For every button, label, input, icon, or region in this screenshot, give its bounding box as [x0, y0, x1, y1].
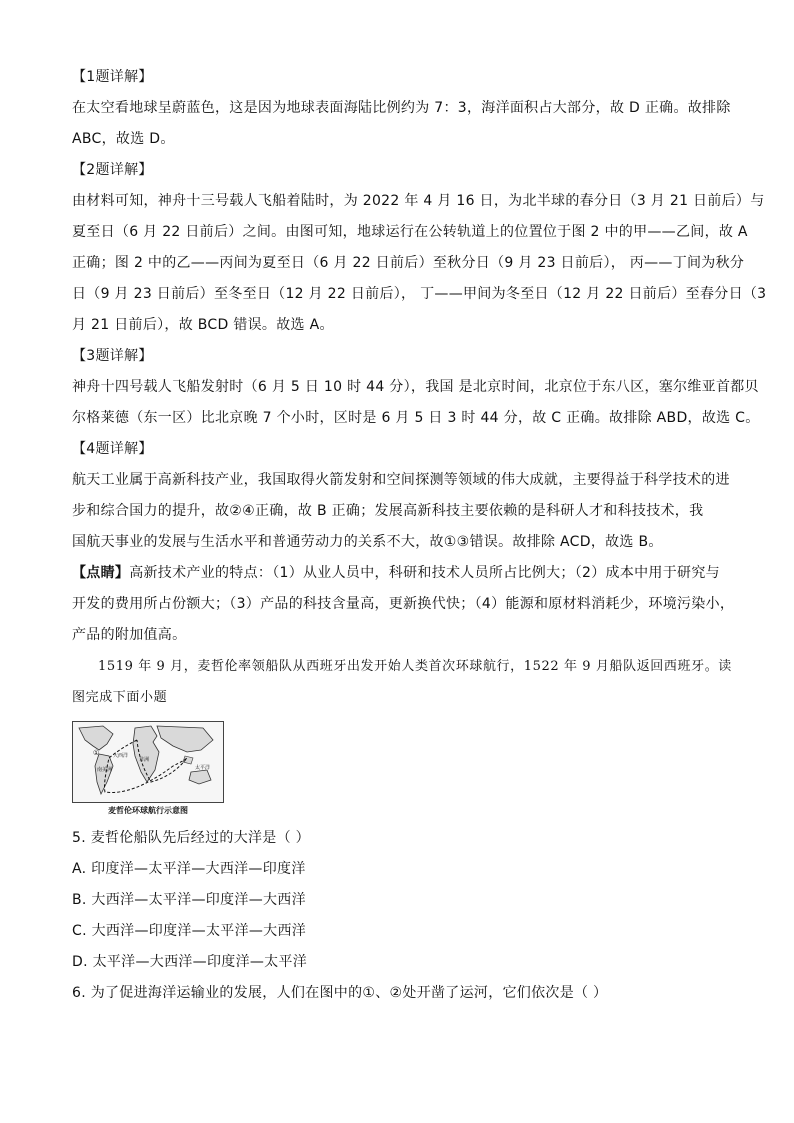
- paragraph-line: 产品的附加值高。: [72, 627, 187, 643]
- map-label-south-america: 南美洲: [97, 767, 113, 773]
- intro-line: 图完成下面小题: [72, 690, 168, 705]
- question-6-stem: 6. 为了促进海洋运输业的发展，人们在图中的①、②处开凿了运河，它们依次是（ ）: [72, 985, 608, 1001]
- paragraph-line: 尔格莱德（东一区）比北京晚 7 个小时，区时是 6 月 5 日 3 时 44 分，故 C 正确。故排除 ABD，故选 C。: [72, 410, 760, 426]
- section-heading-4: 【4题详解】: [72, 441, 153, 457]
- section-heading-3: 【3题详解】: [72, 348, 153, 364]
- paragraph-line: 由材料可知，神舟十三号载人飞船着陆时，为 2022 年 4 月 16 日，为北半球的春分日（3 月 21 日前后）与: [72, 193, 765, 209]
- question-5-option-b: B. 大西洋—太平洋—印度洋—大西洋: [72, 892, 306, 908]
- map-label-atlantic: 大西洋: [113, 753, 129, 759]
- question-5-option-c: C. 大西洋—印度洋—太平洋—大西洋: [72, 923, 307, 939]
- paragraph-line: 日（9 月 23 日前后）至冬至日（12 月 22 日前后）， 丁——甲间为冬至日（12 月 22 日前后）至春分日（3: [72, 286, 767, 302]
- paragraph-line: 夏至日（6 月 22 日前后）之间。由图可知，地球运行在公转轨道上的位置位于图 2 中的甲——乙间，故 A: [72, 224, 748, 240]
- map-caption: 麦哲伦环球航行示意图: [108, 806, 188, 815]
- dianjing-line: [72, 558, 722, 589]
- map-label-pacific: 太平洋: [195, 765, 211, 771]
- paragraph-line: 正确；图 2 中的乙——丙间为夏至日（6 月 22 日前后）至秋分日（9 月 23 日前后）， 丙——丁间为秋分: [72, 255, 745, 271]
- question-5-stem: 5. 麦哲伦船队先后经过的大洋是（ ）: [72, 830, 310, 846]
- paragraph-line: 开发的费用所占份额大；（3）产品的科技含量高，更新换代快；（4）能源和原材料消耗少，环境污染小，: [72, 596, 735, 612]
- section-heading-1: 【1题详解】: [72, 69, 153, 85]
- paragraph-line: 国航天事业的发展与生活水平和普通劳动力的关系不大，故①③错误。故排除 ACD，故选 B。: [72, 534, 663, 550]
- paragraph-line: 航天工业属于高新科技产业，我国取得火箭发射和空间探测等领域的伟大成就，主要得益于科学技术的进: [72, 472, 730, 488]
- paragraph-line: ABC，故选 D。: [72, 131, 175, 147]
- paragraph-line: 在太空看地球呈蔚蓝色，这是因为地球表面海陆比例约为 7：3，海洋面积占大部分，故 D 正确。故排除: [72, 100, 731, 116]
- map-label-africa: 非洲: [139, 757, 150, 763]
- dianjing-text: 高新技术产业的特点：（1）从业人员中，科研和技术人员所占比例大；（2）成本中用于研究与: [129, 565, 720, 581]
- paragraph-line: 神舟十四号载人飞船发射时（6 月 5 日 10 时 44 分），我国 是北京时间，北京位于东八区，塞尔维亚首都贝: [72, 379, 759, 395]
- map-label-circle1: ①: [93, 749, 100, 757]
- dianjing-label: 【点睛】: [72, 565, 130, 581]
- magellan-map: [72, 721, 230, 817]
- document-page: [72, 62, 767, 1009]
- intro-line: 1519 年 9 月，麦哲伦率领船队从西班牙出发开始人类首次环球航行，1522 年 9 月船队返回西班牙。读: [98, 659, 732, 674]
- section-heading-2: 【2题详解】: [72, 162, 153, 178]
- question-5-option-d: D. 太平洋—大西洋—印度洋—太平洋: [72, 954, 308, 970]
- paragraph-line: 月 21 日前后），故 BCD 错误。故选 A。: [72, 317, 334, 333]
- paragraph-line: 步和综合国力的提升，故②④正确，故 B 正确；发展高新科技主要依赖的是科研人才和科技技术，我: [72, 503, 704, 519]
- map-image: [72, 721, 224, 803]
- question-5-option-a: A. 印度洋—太平洋—大西洋—印度洋: [72, 861, 306, 877]
